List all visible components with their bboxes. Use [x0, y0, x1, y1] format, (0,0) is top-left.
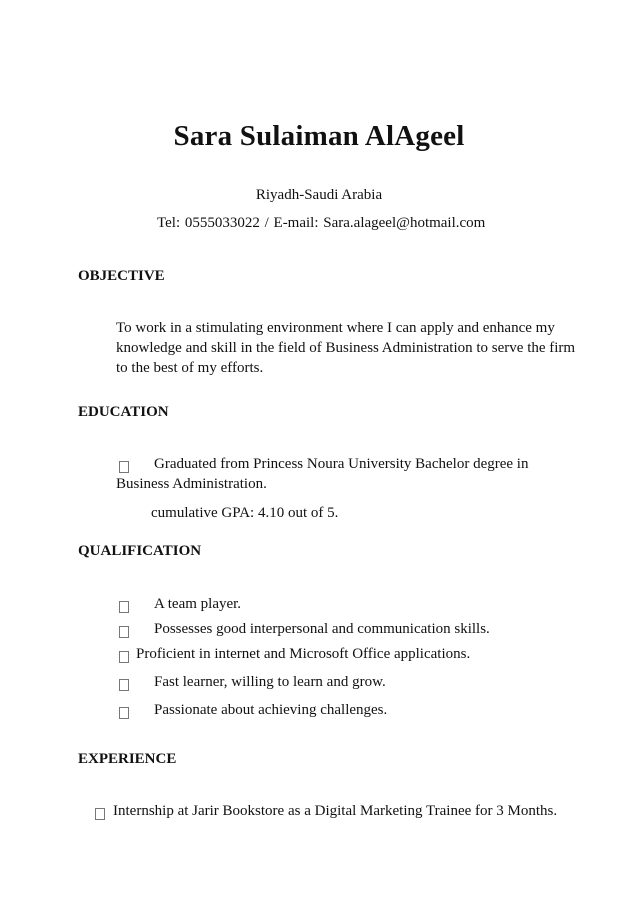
qualification-item: Fast learner, willing to learn and grow. [154, 674, 386, 690]
education-line-1: Graduated from Princess Noura University Bachelor degree in [154, 456, 529, 472]
resume-name: Sara Sulaiman AlAgeel [173, 120, 465, 152]
bullet-icon [119, 707, 129, 719]
location-text: Riyadh-Saudi Arabia [255, 187, 383, 203]
bullet-icon [119, 601, 129, 613]
bullet-icon [95, 808, 105, 820]
bullet-icon [119, 461, 129, 473]
section-heading-qualification: QUALIFICATION [78, 543, 202, 559]
qualification-item: Passionate about achieving challenges. [154, 702, 388, 718]
bullet-icon [119, 651, 129, 663]
contact-line: Tel: 0555033022 / E-mail: Sara.alageel@hotmail.com [157, 215, 486, 231]
section-heading-experience: EXPERIENCE [78, 751, 177, 767]
education-line-2: Business Administration. [116, 476, 267, 492]
qualification-item: Possesses good interpersonal and communication skills. [154, 621, 490, 637]
bullet-icon [119, 679, 129, 691]
bullet-icon [119, 626, 129, 638]
qualification-item: Proficient in internet and Microsoft Office applications. [136, 646, 471, 662]
section-heading-objective: OBJECTIVE [78, 268, 165, 284]
qualification-item: A team player. [154, 596, 242, 612]
experience-item: Internship at Jarir Bookstore as a Digital Marketing Trainee for 3 Months. [113, 803, 558, 819]
education-gpa: cumulative GPA: 4.10 out of 5. [151, 505, 339, 521]
objective-text: To work in a stimulating environment where I can apply and enhance my knowledge and skill in the field of Business Administration to serve the firm to the best of my efforts. [116, 320, 576, 376]
section-heading-education: EDUCATION [78, 404, 169, 420]
